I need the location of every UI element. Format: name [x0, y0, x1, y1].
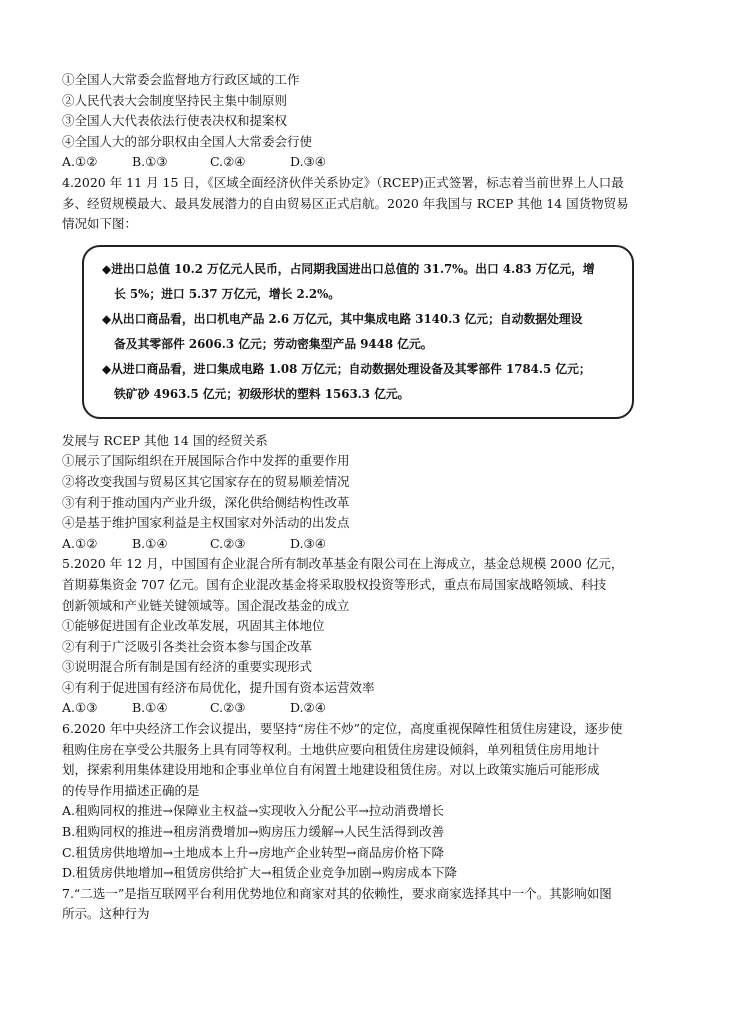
box-line: ◆从出口商品看，出口机电产品 2.6 万亿元，其中集成电路 3140.3 亿元；自动数据处理设: [102, 311, 583, 326]
choice-a: A.租购同权的推进→保障业主权益→实现收入分配公平→拉动消费增长: [62, 803, 444, 819]
answer-options: [62, 698, 682, 719]
option-a: A.①②: [62, 535, 98, 551]
answer-options: [62, 534, 682, 555]
question-stem-line: 的传导作用描述正确的是: [62, 782, 200, 798]
question-stem-line: 情况如下图：: [62, 216, 138, 232]
question-3-tail: [62, 70, 682, 173]
statement-3: ③全国人大代表依法行使表决权和提案权: [62, 113, 288, 129]
statement-4: ④有利于促进国有经济布局优化，提升国有资本运营效率: [62, 679, 375, 695]
option-a: A.①③: [62, 700, 98, 716]
choice-b: B.租购同权的推进→租房消费增加→购房压力缓解→人民生活得到改善: [62, 824, 445, 840]
option-d: D.③④: [290, 154, 326, 170]
option-c: C.②③: [210, 700, 246, 716]
question-stem-line: 首期募集资金 707 亿元。国有企业混改基金将采取股权投资等形式，重点布局国家战略领域、科技: [62, 576, 607, 592]
question-5: [62, 554, 682, 719]
question-stem-line: 划，探索利用集体建设用地和企事业单位自有闲置土地建设租赁住房。对以上政策实施后可能形成: [62, 762, 600, 778]
statement-2: ②人民代表大会制度坚持民主集中制原则: [62, 92, 288, 108]
question-stem-line: 5.2020 年 12 月，中国国有企业混合所有制改革基金有限公司在上海成立，基金总规模 2000 亿元，: [62, 556, 624, 572]
question-stem-line: 7.“二选一”是指互联网平台利用优势地位和商家对其的依赖性，要求商家选择其中一个。其影响如图: [62, 885, 612, 901]
option-b: B.①③: [132, 154, 168, 170]
option-b: B.①④: [132, 700, 168, 716]
box-line: 备及其零部件 2606.3 亿元；劳动密集型产品 9448 亿元。: [114, 336, 433, 351]
statement-1: ①展示了国际组织在开展国际合作中发挥的重要作用: [62, 453, 350, 469]
question-stem-line: 租购住房在享受公共服务上具有同等权利。土地供应要向租赁住房建设倾斜，单列租赁住房用地计: [62, 741, 600, 757]
option-b: B.①④: [132, 535, 168, 551]
question-stem-line: 6.2020 年中央经济工作会议提出，要坚持“房住不炒”的定位，高度重视保障性租赁住房建设，逐步使: [62, 721, 623, 737]
statement-1: ①全国人大常委会监督地方行政区域的工作: [62, 72, 300, 87]
question-stem-line: 创新领域和产业链关键领域等。国企混改基金的成立: [62, 597, 350, 613]
box-line: 长 5%；进口 5.37 万亿元，增长 2.2%。: [114, 286, 341, 301]
trade-data-box: [82, 245, 634, 419]
statement-3: ③说明混合所有制是国有经济的重要实现形式: [62, 659, 313, 675]
statement-4: ④全国人大的部分职权由全国人大常委会行使: [62, 133, 313, 149]
exam-page: [62, 70, 682, 925]
answer-options: [62, 152, 682, 173]
statement-1: ①能够促进国有企业改革发展，巩固其主体地位: [62, 618, 325, 634]
question-stem-line: 所示。这种行为: [62, 906, 150, 922]
question-6: [62, 719, 682, 884]
question-stem-line: 4.2020 年 11 月 15 日，《区域全面经济伙伴关系协定》（RCEP)正式签署，标志着当前世界上人口最: [62, 174, 624, 190]
box-line: 铁矿砂 4963.5 亿元；初级形状的塑料 1563.3 亿元。: [114, 386, 410, 401]
question-stem-line: 多、经贸规模最大、最具发展潜力的自由贸易区正式启航。2020 年我国与 RCEP 其他 14 国货物贸易: [62, 195, 629, 211]
question-stem-line: 发展与 RCEP 其他 14 国的经贸关系: [62, 432, 268, 448]
option-d: D.②④: [290, 700, 326, 716]
statement-4: ④是基于维护国家利益是主权国家对外活动的出发点: [62, 515, 350, 531]
statement-2: ②有利于广泛吸引各类社会资本参与国企改革: [62, 638, 313, 654]
question-4: [62, 173, 682, 554]
option-d: D.③④: [290, 535, 326, 551]
question-7: [62, 884, 682, 925]
option-c: C.②④: [210, 154, 246, 170]
box-line: ◆从进口商品看，进口集成电路 1.08 万亿元；自动数据处理设备及其零部件 1784.5 亿元；: [102, 361, 591, 376]
box-line: ◆进出口总值 10.2 万亿元人民币，占同期我国进出口总值的 31.7%。出口 4.83 万亿元，增: [102, 261, 595, 276]
statement-3: ③有利于推动国内产业升级，深化供给侧结构性改革: [62, 494, 350, 510]
option-a: A.①②: [62, 154, 98, 170]
statement-2: ②将改变我国与贸易区其它国家存在的贸易顺差情况: [62, 473, 350, 489]
choice-d: D.租赁房供地增加→租赁房供给扩大→租赁企业竞争加剧→购房成本下降: [62, 865, 457, 881]
choice-c: C.租赁房供地增加→土地成本上升→房地产企业转型→商品房价格下降: [62, 844, 445, 860]
option-c: C.②③: [210, 535, 246, 551]
